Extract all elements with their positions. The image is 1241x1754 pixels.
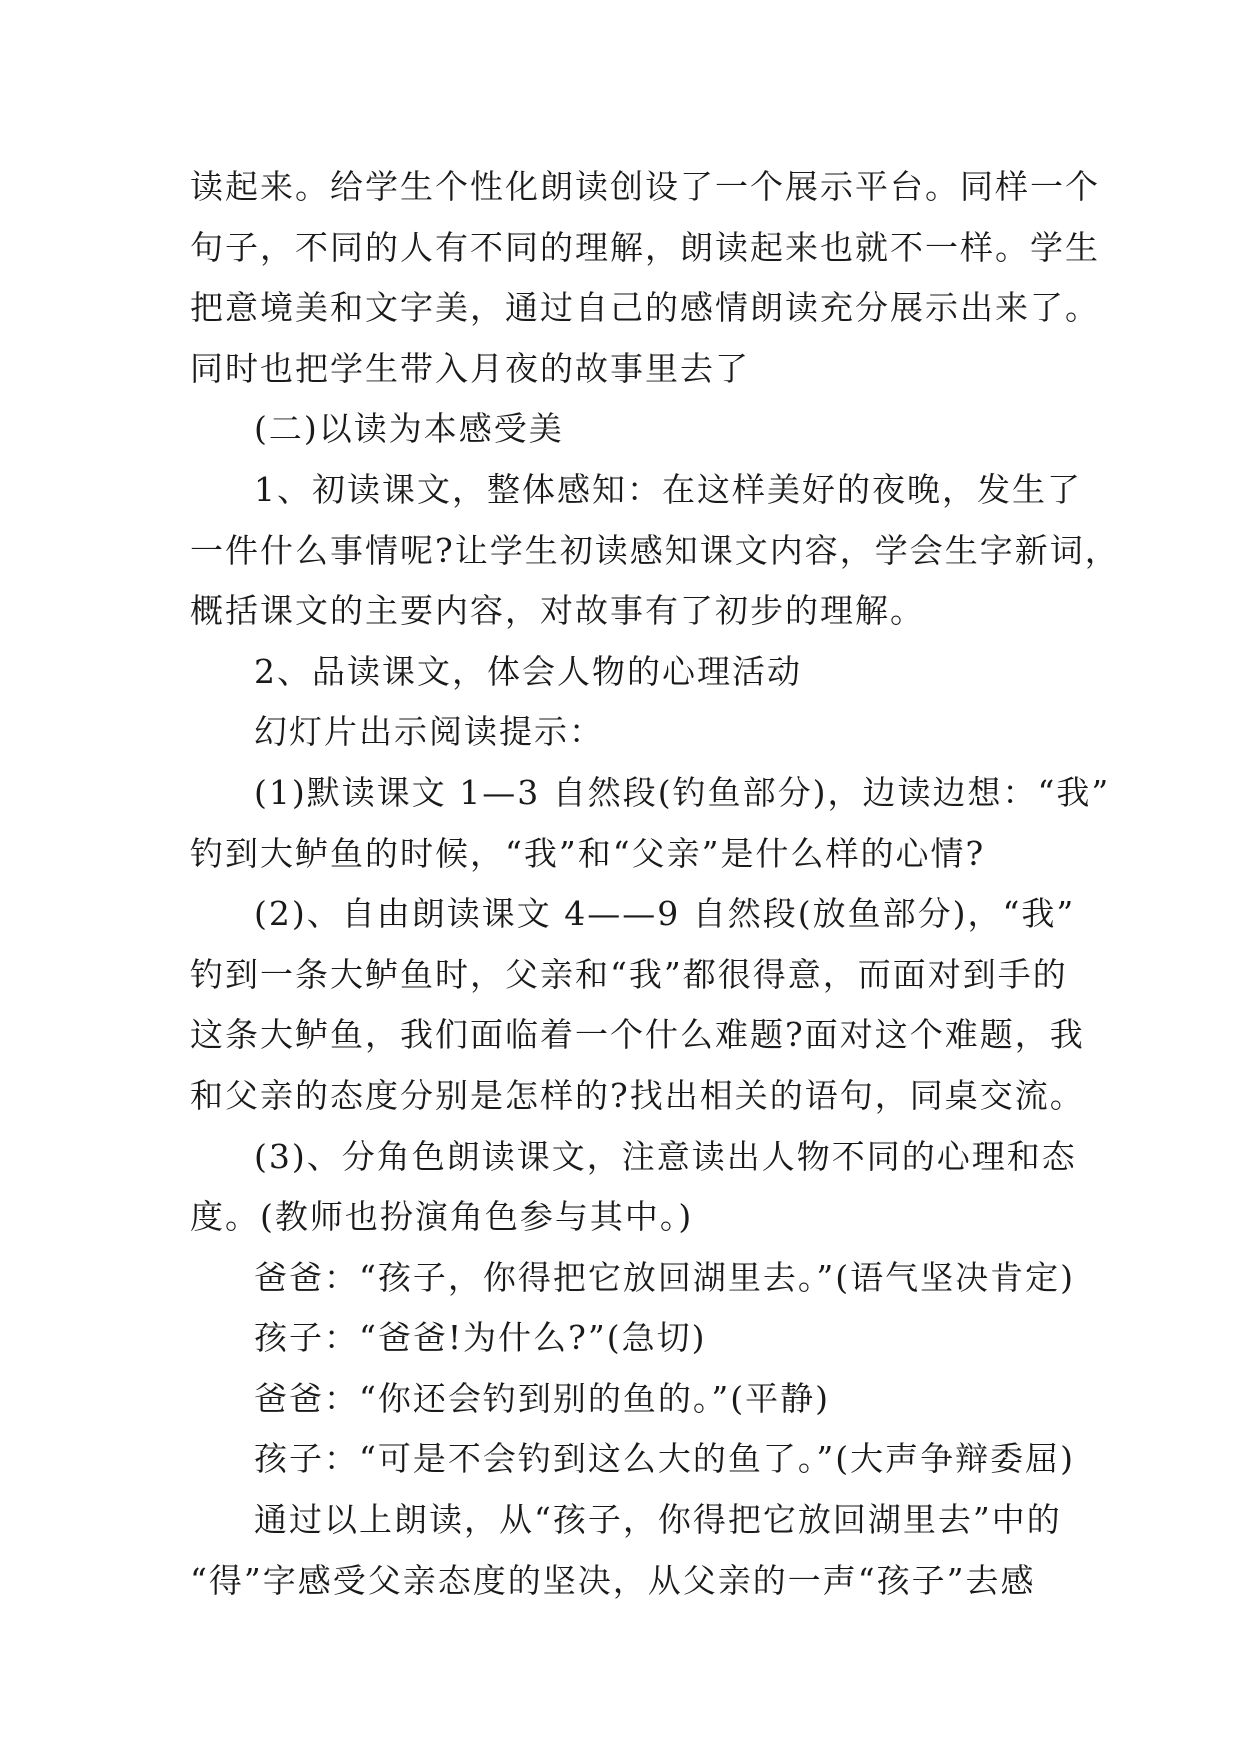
text-line: 度。(教师也扮演角色参与其中。)	[190, 1197, 694, 1237]
text-line: 1、初读课文，整体感知：在这样美好的夜晚，发生了	[254, 469, 1082, 509]
section-heading: (二)以读为本感受美	[254, 409, 564, 449]
text-line: 概括课文的主要内容，对故事有了初步的理解。	[190, 591, 925, 631]
text-line: (2)、自由朗读课文 4——9 自然段(放鱼部分)，“我”	[254, 894, 1076, 934]
dialogue-line: 孩子：“爸爸!为什么?”(急切)	[254, 1318, 707, 1358]
text-line: 2、品读课文，体会人物的心理活动	[254, 651, 802, 691]
text-line: 通过以上朗读，从“孩子，你得把它放回湖里去”中的	[254, 1500, 1062, 1540]
text-line: 一件什么事情呢?让学生初读感知课文内容，学会生字新词，	[190, 530, 1120, 570]
dialogue-line: 爸爸：“孩子，你得把它放回湖里去。”(语气坚决肯定)	[254, 1257, 1075, 1297]
text-line: 句子，不同的人有不同的理解，朗读起来也就不一样。学生	[190, 227, 1100, 267]
text-line: (1)默读课文 1—3 自然段(钓鱼部分)，边读边想：“我”	[254, 772, 1111, 812]
text-line: 幻灯片出示阅读提示：	[254, 712, 604, 752]
text-line: 钓到大鲈鱼的时候，“我”和“父亲”是什么样的心情?	[190, 833, 986, 873]
text-line: “得”字感受父亲态度的坚决，从父亲的一声“孩子”去感	[190, 1560, 1036, 1600]
text-line: (3)、分角色朗读课文，注意读出人物不同的心理和态	[254, 1136, 1077, 1176]
text-line: 这条大鲈鱼，我们面临着一个什么难题?面对这个难题，我	[190, 1015, 1085, 1055]
dialogue-line: 孩子：“可是不会钓到这么大的鱼了。”(大声争辩委屈)	[254, 1439, 1075, 1479]
text-line: 把意境美和文字美，通过自己的感情朗读充分展示出来了。	[190, 288, 1100, 328]
text-line: 钓到一条大鲈鱼时，父亲和“我”都很得意，而面对到手的	[190, 954, 1068, 994]
text-line: 和父亲的态度分别是怎样的?找出相关的语句，同桌交流。	[190, 1075, 1085, 1115]
dialogue-line: 爸爸：“你还会钓到别的鱼的。”(平静)	[254, 1378, 830, 1418]
text-line: 同时也把学生带入月夜的故事里去了	[190, 348, 750, 388]
document-body	[190, 157, 1120, 1611]
text-line: 读起来。给学生个性化朗读创设了一个展示平台。同样一个	[190, 167, 1100, 206]
